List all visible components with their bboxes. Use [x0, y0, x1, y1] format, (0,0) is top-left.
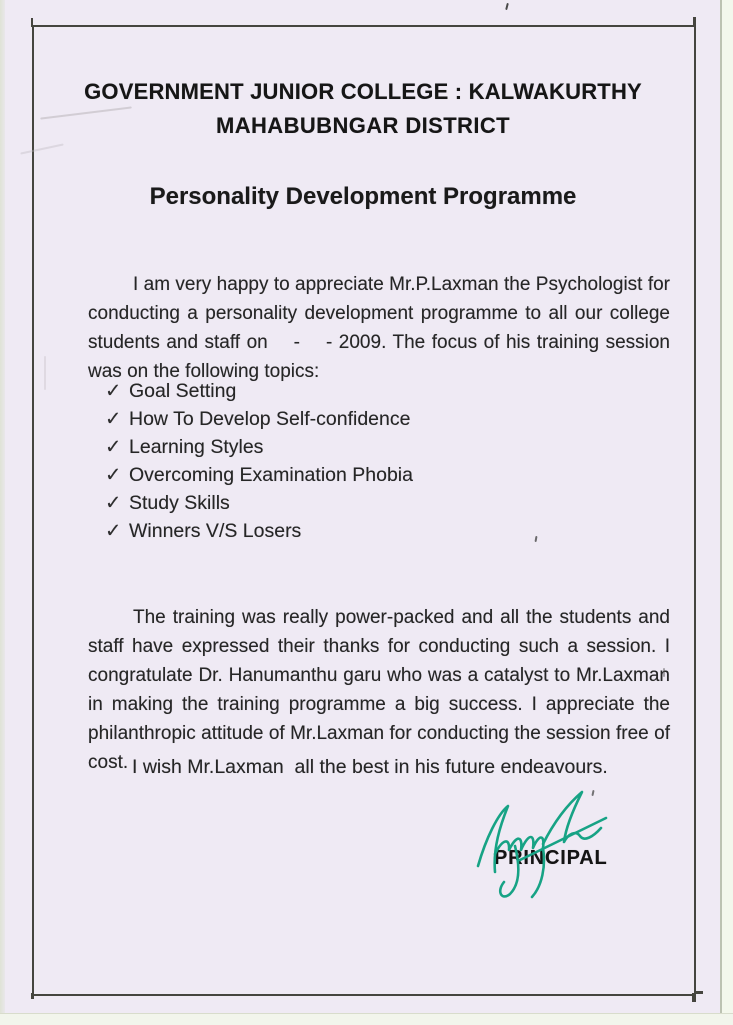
district-name-heading: MAHABUBNGAR DISTRICT — [216, 113, 510, 138]
checkmark-icon: ✓ — [105, 408, 122, 430]
checkmark-icon: ✓ — [105, 380, 122, 402]
list-item — [105, 461, 413, 489]
topic-label: Winners V/S Losers — [129, 520, 302, 542]
list-item — [105, 517, 413, 545]
border-corner-tick — [692, 993, 696, 1002]
checkmark-icon: ✓ — [105, 492, 122, 514]
list-item — [105, 433, 413, 461]
signatory-title: PRINCIPAL — [494, 847, 608, 869]
checkmark-icon: ✓ — [105, 520, 122, 542]
topic-label: Overcoming Examination Phobia — [129, 464, 413, 486]
border-corner-tick — [694, 991, 703, 994]
programme-title: Personality Development Programme — [149, 183, 577, 210]
border-corner-tick — [693, 17, 696, 27]
topic-label: How To Develop Self-confidence — [129, 408, 411, 430]
appreciation-paragraph: The training was really power-packed and all the students and staff have expressed their thanks for conducting such a session. I congratulate Dr. Hanumanthu garu who was a catalyst to Mr.Laxman in making the training programme a big success. I appreciate the philanthropic attitude of Mr.Laxman for conducting the session free of cost. — [88, 607, 670, 773]
scan-edge-bottom — [0, 1013, 733, 1025]
topic-label: Learning Styles — [129, 436, 264, 458]
scan-scratch — [44, 356, 46, 390]
topic-label: Goal Setting — [129, 380, 237, 402]
closing-line: I wish Mr.Laxman all the best in his future endeavours. — [132, 756, 608, 778]
checkmark-icon: ✓ — [105, 436, 122, 458]
topics-list — [105, 377, 413, 545]
scan-speck — [505, 3, 509, 10]
scan-edge-left — [0, 0, 5, 1024]
checkmark-icon: ✓ — [105, 464, 122, 486]
list-item — [105, 405, 413, 433]
scan-speck — [663, 668, 665, 677]
intro-paragraph: I am very happy to appreciate Mr.P.Laxman the Psychologist for conducting a personality development programme to all our college students and staff on - - 2009. The focus of his training session was on the following topics: — [88, 274, 670, 382]
topic-label: Study Skills — [129, 492, 230, 514]
list-item — [105, 377, 413, 405]
border-corner-tick — [31, 993, 34, 999]
border-corner-tick — [31, 18, 33, 27]
list-item — [105, 489, 413, 517]
college-name-heading: GOVERNMENT JUNIOR COLLEGE : KALWAKURTHY — [84, 79, 642, 104]
scan-edge-right — [720, 0, 733, 1024]
